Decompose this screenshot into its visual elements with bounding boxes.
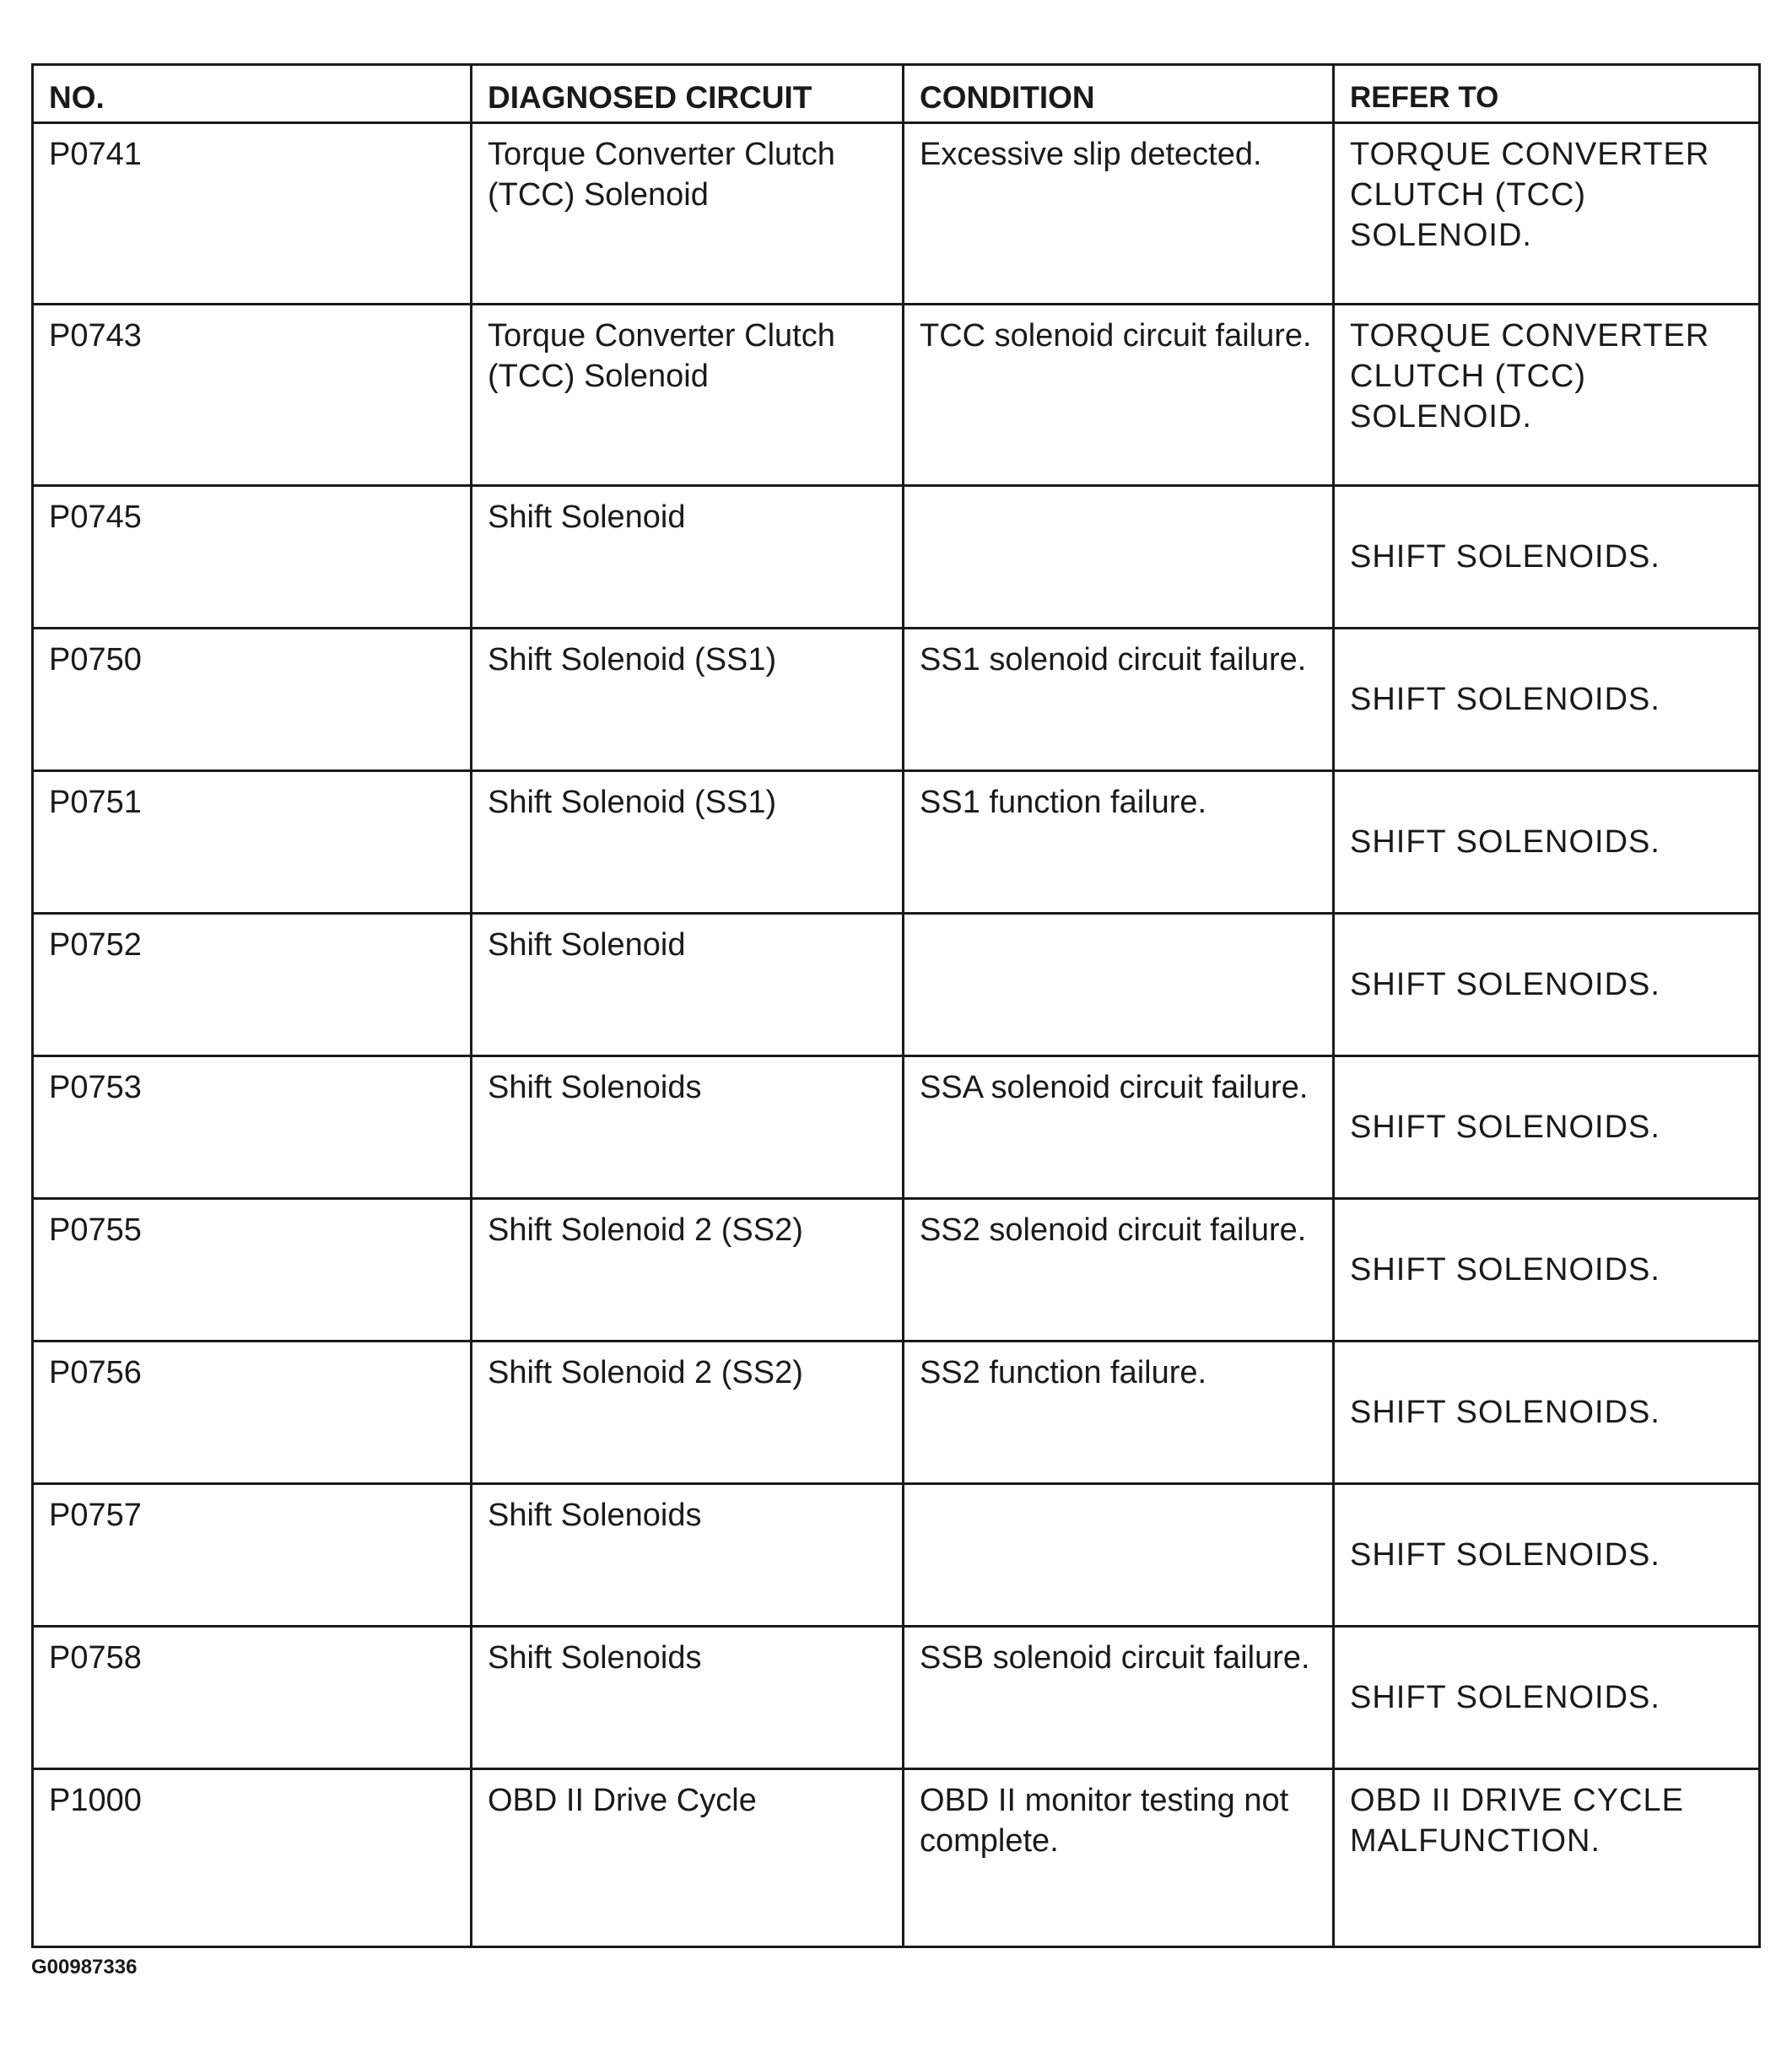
cell-condition: SS1 solenoid circuit failure. — [904, 629, 1334, 771]
table-row — [33, 486, 1760, 629]
refer-to-text: SHIFT SOLENOIDS. — [1350, 539, 1660, 575]
cell-circuit: Shift Solenoid (SS1) — [472, 629, 904, 771]
header-diagnosed-circuit: DIAGNOSED CIRCUIT — [472, 65, 904, 123]
refer-to-text: SHIFT SOLENOIDS. — [1350, 967, 1660, 1002]
cell-refer-to — [1334, 1627, 1760, 1769]
cell-refer-to — [1334, 486, 1760, 629]
cell-code: P0756 — [33, 1342, 472, 1484]
cell-code: P0750 — [33, 629, 472, 771]
cell-circuit: Shift Solenoid 2 (SS2) — [472, 1342, 904, 1484]
cell-circuit: Shift Solenoids — [472, 1484, 904, 1627]
table-row — [33, 1484, 1760, 1627]
cell-condition — [904, 486, 1334, 629]
table-row — [33, 1056, 1760, 1199]
cell-code: P0752 — [33, 914, 472, 1056]
cell-condition: SSB solenoid circuit failure. — [904, 1627, 1334, 1769]
cell-refer-to — [1334, 771, 1760, 914]
table-row — [33, 914, 1760, 1056]
refer-to-text: SHIFT SOLENOIDS. — [1350, 824, 1660, 860]
cell-code: P0753 — [33, 1056, 472, 1199]
cell-refer-to — [1334, 914, 1760, 1056]
refer-to-text: SHIFT SOLENOIDS. — [1350, 1537, 1660, 1573]
table-row — [33, 629, 1760, 771]
cell-condition: OBD II monitor testing not complete. — [904, 1769, 1334, 1947]
cell-circuit: Shift Solenoid (SS1) — [472, 771, 904, 914]
cell-code: P0757 — [33, 1484, 472, 1627]
cell-refer-to — [1334, 1484, 1760, 1627]
cell-circuit: Shift Solenoid — [472, 914, 904, 1056]
cell-condition: TCC solenoid circuit failure. — [904, 305, 1334, 486]
table-row — [33, 1627, 1760, 1769]
cell-condition: SSA solenoid circuit failure. — [904, 1056, 1334, 1199]
cell-condition — [904, 914, 1334, 1056]
cell-refer-to — [1334, 305, 1760, 486]
refer-to-text: SHIFT SOLENOIDS. — [1350, 1109, 1660, 1145]
cell-condition — [904, 1484, 1334, 1627]
refer-to-text: SHIFT SOLENOIDS. — [1350, 1680, 1660, 1715]
cell-circuit: Shift Solenoids — [472, 1627, 904, 1769]
refer-to-text: SHIFT SOLENOIDS. — [1350, 1395, 1660, 1430]
refer-to-text: SHIFT SOLENOIDS. — [1350, 1252, 1660, 1288]
cell-code: P1000 — [33, 1769, 472, 1947]
table-row — [33, 1199, 1760, 1342]
cell-code: P0745 — [33, 486, 472, 629]
cell-refer-to — [1334, 629, 1760, 771]
figure-id: G00987336 — [31, 1956, 138, 1979]
cell-condition: SS2 solenoid circuit failure. — [904, 1199, 1334, 1342]
cell-code: P0758 — [33, 1627, 472, 1769]
header-no: NO. — [33, 65, 472, 123]
cell-refer-to — [1334, 1342, 1760, 1484]
table-row — [33, 771, 1760, 914]
refer-to-text: TORQUE CONVERTER CLUTCH (TCC) SOLENOID. — [1350, 137, 1710, 253]
cell-condition: SS1 function failure. — [904, 771, 1334, 914]
dtc-table — [31, 63, 1761, 1948]
cell-refer-to — [1334, 1056, 1760, 1199]
refer-to-text: TORQUE CONVERTER CLUTCH (TCC) SOLENOID. — [1350, 318, 1710, 435]
table-row — [33, 123, 1760, 305]
cell-circuit: Torque Converter Clutch (TCC) Solenoid — [472, 123, 904, 305]
cell-circuit: Shift Solenoid — [472, 486, 904, 629]
cell-code: P0751 — [33, 771, 472, 914]
table-row — [33, 1769, 1760, 1947]
cell-condition: Excessive slip detected. — [904, 123, 1334, 305]
header-condition: CONDITION — [904, 65, 1334, 123]
table-row — [33, 305, 1760, 486]
cell-condition: SS2 function failure. — [904, 1342, 1334, 1484]
cell-code: P0743 — [33, 305, 472, 486]
cell-refer-to — [1334, 1199, 1760, 1342]
table-row — [33, 1342, 1760, 1484]
refer-to-text: SHIFT SOLENOIDS. — [1350, 682, 1660, 717]
table-header-row — [33, 65, 1760, 123]
refer-to-text: OBD II DRIVE CYCLE MALFUNCTION. — [1350, 1783, 1684, 1859]
cell-refer-to — [1334, 1769, 1760, 1947]
cell-refer-to — [1334, 123, 1760, 305]
cell-code: P0755 — [33, 1199, 472, 1342]
cell-circuit: OBD II Drive Cycle — [472, 1769, 904, 1947]
cell-circuit: Torque Converter Clutch (TCC) Solenoid — [472, 305, 904, 486]
cell-code: P0741 — [33, 123, 472, 305]
header-refer-to: REFER TO — [1334, 65, 1760, 123]
cell-circuit: Shift Solenoid 2 (SS2) — [472, 1199, 904, 1342]
cell-circuit: Shift Solenoids — [472, 1056, 904, 1199]
